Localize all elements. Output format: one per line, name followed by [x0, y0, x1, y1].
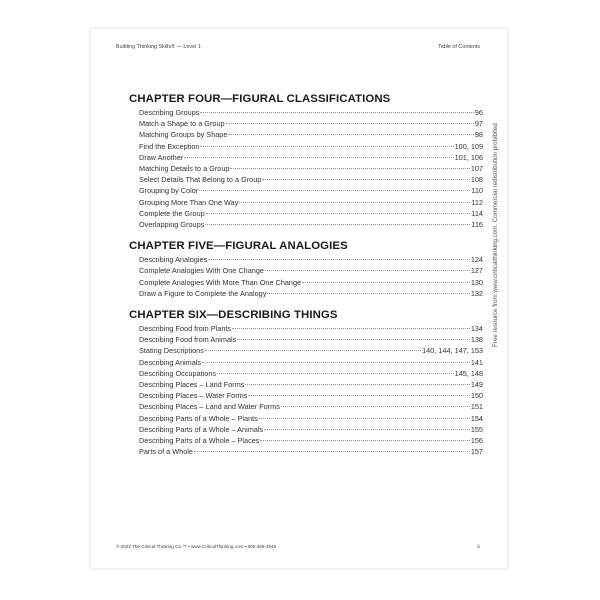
- copyright-footer: © 2022 The Critical Thinking Co.™ • www.CriticalThinking.com • 800-458-4849: [116, 544, 277, 549]
- dot-leader: [200, 146, 453, 147]
- toc-entry[interactable]: [129, 345, 483, 356]
- toc-entry[interactable]: [129, 413, 483, 424]
- entry-pages: 124: [470, 255, 483, 265]
- toc-entry[interactable]: [129, 435, 483, 446]
- entry-label: Find the Exception: [139, 141, 200, 151]
- entry-label: Draw Another: [139, 152, 184, 162]
- entry-pages: 110: [471, 186, 483, 196]
- toc-entry[interactable]: [129, 334, 483, 345]
- entry-pages: 130: [470, 277, 483, 287]
- entry-pages: 151: [470, 402, 483, 412]
- toc-entry[interactable]: [129, 163, 483, 174]
- entry-label: Grouping More Than One Way: [139, 197, 239, 207]
- dot-leader: [217, 373, 454, 374]
- dot-leader: [199, 190, 470, 191]
- entry-label: Describing Places – Water Forms: [139, 391, 248, 401]
- dot-leader: [237, 339, 469, 340]
- chapter-six: [129, 309, 483, 457]
- dot-leader: [200, 112, 473, 113]
- entry-label: Describing Parts of a Whole – Plants: [139, 413, 258, 423]
- entry-label: Overlapping Groups: [139, 220, 205, 230]
- dot-leader: [267, 293, 469, 294]
- entry-pages: 138: [470, 335, 483, 345]
- toc-entry[interactable]: [129, 277, 483, 288]
- entry-pages: 112: [471, 197, 483, 207]
- entry-pages: 108: [470, 175, 483, 185]
- dot-leader: [208, 259, 470, 260]
- toc-entry[interactable]: [129, 118, 483, 129]
- toc-entry[interactable]: [129, 152, 483, 163]
- toc-entry[interactable]: [129, 208, 483, 219]
- entry-label: Select Details That Belong to a Group: [139, 175, 262, 185]
- toc-entry[interactable]: [129, 446, 483, 457]
- dot-leader: [248, 395, 469, 396]
- chapter-title: CHAPTER SIX—DESCRIBING THINGS: [129, 309, 338, 322]
- entry-label: Describing Parts of a Whole – Animals: [139, 424, 264, 434]
- entry-pages: 97: [474, 119, 483, 129]
- entry-pages: 140, 144, 147, 153: [422, 346, 483, 356]
- dot-leader: [245, 384, 469, 385]
- entry-pages: 134: [470, 324, 483, 334]
- entry-pages: 114: [471, 208, 483, 218]
- entry-pages: 98: [474, 130, 483, 140]
- toc-entry[interactable]: [129, 141, 483, 152]
- chapter-five: [129, 240, 483, 299]
- dot-leader: [206, 213, 471, 214]
- toc-entry[interactable]: [129, 254, 483, 265]
- entry-label: Complete the Group: [139, 208, 205, 218]
- dot-leader: [239, 202, 470, 203]
- dot-leader: [194, 451, 470, 452]
- entry-pages: 149: [470, 380, 483, 390]
- entry-pages: 145, 148: [454, 368, 483, 378]
- section-title: Table of Contents: [438, 44, 480, 50]
- entry-label: Describing Occupations: [139, 368, 217, 378]
- dot-leader: [226, 123, 474, 124]
- toc-entry[interactable]: [129, 129, 483, 140]
- entry-pages: 101, 106: [454, 152, 483, 162]
- entry-pages: 141: [470, 357, 483, 367]
- dot-leader: [281, 406, 470, 407]
- entry-pages: 155: [470, 424, 483, 434]
- dot-leader: [232, 328, 470, 329]
- dot-leader: [228, 134, 473, 135]
- entry-label: Complete Analogies With One Change: [139, 266, 264, 276]
- chapter-title: CHAPTER FOUR—FIGURAL CLASSIFICATIONS: [129, 93, 391, 105]
- dot-leader: [302, 282, 470, 283]
- entry-label: Describing Parts of a Whole – Places: [139, 436, 260, 446]
- toc-entry[interactable]: [129, 424, 483, 435]
- entry-pages: 150: [470, 391, 483, 401]
- entry-pages: 107: [470, 164, 483, 174]
- entry-pages: 100, 109: [454, 141, 483, 151]
- chapter-title: CHAPTER FIVE—FIGURAL ANALOGIES: [129, 240, 348, 253]
- dot-leader: [262, 179, 469, 180]
- entry-pages: 96: [474, 108, 483, 117]
- entry-pages: 127: [470, 266, 483, 276]
- toc-entry[interactable]: [129, 219, 483, 230]
- running-header: [116, 44, 480, 50]
- toc-entry[interactable]: [129, 390, 483, 401]
- dot-leader: [202, 362, 470, 363]
- book-title: Building Thinking Skills® — Level 1: [116, 44, 201, 50]
- entry-label: Describing Places – Land and Water Forms: [139, 402, 280, 412]
- toc-entry[interactable]: [129, 185, 483, 196]
- entry-label: Describing Animals: [139, 357, 202, 367]
- entry-pages: 157: [470, 447, 483, 457]
- entry-label: Matching Details to a Group: [139, 164, 230, 174]
- toc-entry[interactable]: [129, 107, 483, 118]
- entry-label: Describing Food from Animals: [139, 335, 237, 345]
- dot-leader: [260, 440, 469, 441]
- entry-label: Complete Analogies With More Than One Change: [139, 277, 302, 287]
- toc-entry[interactable]: [129, 174, 483, 185]
- toc-entry[interactable]: [129, 288, 483, 299]
- entry-pages: 132: [470, 288, 483, 298]
- dot-leader: [184, 157, 453, 158]
- toc-entry[interactable]: [129, 265, 483, 276]
- table-of-contents: [129, 93, 483, 467]
- entry-pages: 154: [470, 413, 483, 423]
- dot-leader: [230, 168, 469, 169]
- toc-entry[interactable]: [129, 401, 483, 412]
- toc-entry[interactable]: [129, 357, 483, 368]
- entry-label: Matching Groups by Shape: [139, 130, 228, 140]
- dot-leader: [205, 350, 421, 351]
- chapter-four: [129, 93, 483, 230]
- document-page: Building Thinking Skills® — Level 1 Table of Contents CHAPTER FOUR—FIGURAL CLASSIFICATIONS Describing Groups 96 Match a Shape to a Group 97 Matching Groups by Shape 98 Find the Exception 100, 109 Draw Another 101, 106 Matching Details to a Group 107 Select Details That Belong to a Group 108 Grouping by Color 110 Grouping More Than One Way 112 Complete the Group 114 Overlapping Groups 116 CHAPTER FIVE—FIGURAL ANALOGIES Describing Analogies 124 Complete Analogies With One Change 127 Complete Analogies With More Than One Change 130 Draw a Figure to Complete the Analogy 132 CHAPTER SIX—DESCRIBING THINGS Describing Food from Plants 134 Describing Food from Animals 138 Stating Descriptions 140, 144, 147, 153 Describing Animals 141 Describing Occupations 145, 148 Describing Places – Land Forms 149 Describing Places – Water Forms 150 Describing Places – Land and Water Forms 151 Describing Parts of a Whole – Plants 154 Describing Parts of a Whole – Animals 155 Describing Parts of a Whole – Places 156 Parts of a Whole 157 Free resource from www.criticalthinking.com. Commercial redistribution prohibited © 2022 The Critical Thinking Co.™ • www.CriticalThinking.com • 800-458-4849 iii: [91, 29, 507, 568]
- entry-label: Stating Descriptions: [139, 346, 204, 356]
- entry-label: Parts of a Whole: [139, 447, 193, 457]
- entry-label: Describing Analogies: [139, 255, 208, 265]
- entry-pages: 116: [471, 220, 483, 230]
- toc-entry[interactable]: [129, 197, 483, 208]
- toc-entry[interactable]: [129, 368, 483, 379]
- toc-entry[interactable]: [129, 323, 483, 334]
- entry-label: Describing Places – Land Forms: [139, 380, 245, 390]
- dot-leader: [259, 418, 470, 419]
- entry-pages: 156: [470, 436, 483, 446]
- entry-label: Draw a Figure to Complete the Analogy: [139, 288, 267, 298]
- entry-label: Describing Groups: [139, 108, 200, 117]
- dot-leader: [265, 270, 470, 271]
- entry-label: Grouping by Color: [139, 186, 199, 196]
- dot-leader: [205, 224, 470, 225]
- page-number: iii: [476, 544, 480, 549]
- entry-label: Describing Food from Plants: [139, 324, 232, 334]
- entry-label: Match a Shape to a Group: [139, 119, 225, 129]
- dot-leader: [264, 429, 470, 430]
- toc-entry[interactable]: [129, 379, 483, 390]
